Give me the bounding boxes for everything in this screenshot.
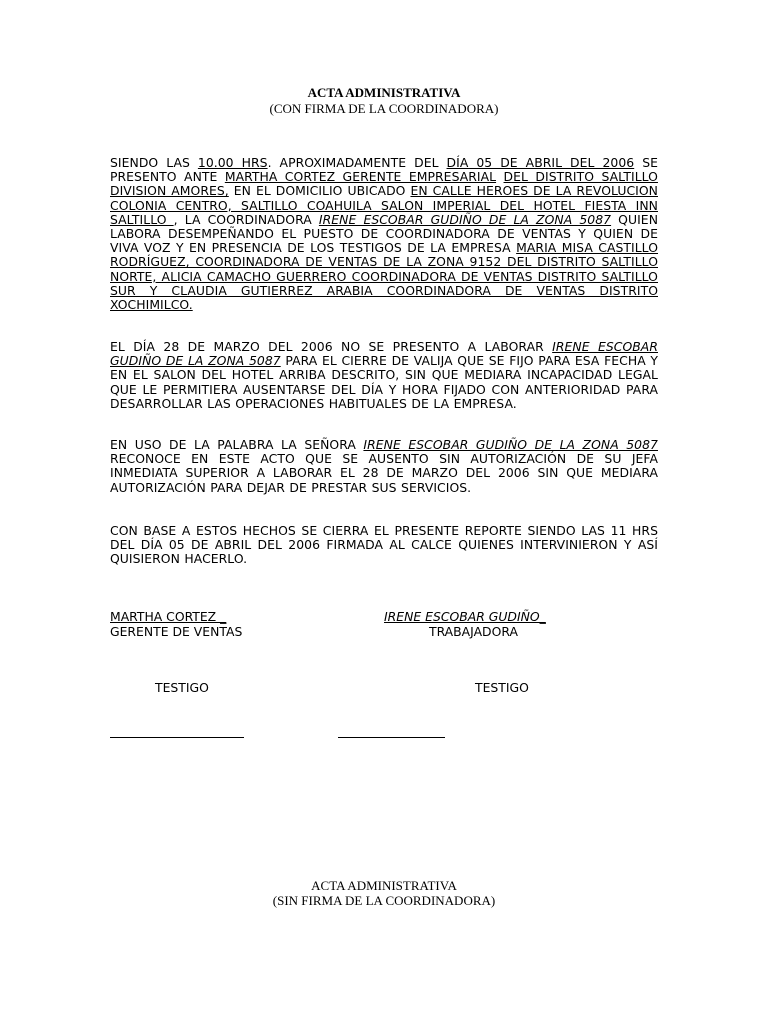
next-document-header <box>0 878 768 908</box>
signature-role: GERENTE DE VENTAS <box>110 624 243 639</box>
signature-worker-role <box>429 624 518 639</box>
coordinator-name-text: IRENE ESCOBAR GUDIÑO DE LA ZONA 5087 <box>363 437 658 452</box>
manager-name-text: MARTHA CORTEZ GERENTE EMPRESARIAL <box>224 169 497 185</box>
text-segment: SIENDO LAS <box>110 155 198 170</box>
coordinator-name-text: IRENE ESCOBAR GUDIÑO DE LA ZONA 5087 <box>318 211 612 227</box>
text-segment: CON BASE A ESTOS HECHOS SE CIERRA EL PRESENTE REPORTE SIENDO LAS 11 HRS DEL DÍA 05 DE ABRIL DEL 2006 FIRMADA AL CALCE QUIENES INTERVINIERON Y ASÍ QUISIERON HACERLO. <box>110 523 658 567</box>
witness-label-left: TESTIGO <box>155 680 209 695</box>
witness-signature-line-left <box>110 737 244 738</box>
next-document-subtitle: (SIN FIRMA DE LA COORDINADORA) <box>272 893 496 908</box>
paragraph-closing <box>110 524 658 567</box>
witness-label-right: TESTIGO <box>475 680 529 695</box>
time-text: 10.00 HRS <box>197 155 268 170</box>
paragraph-statement <box>110 438 658 495</box>
district-text: DEL DISTRITO SALTILLO DIVISION AMORES, <box>110 169 658 199</box>
paragraph-absence <box>110 340 658 411</box>
address-text: EN CALLE HEROES DE LA REVOLUCION COLONIA CENTRO, SALTILLO COAHUILA SALON IMPERIAL DEL HOTEL FIESTA INN SALTILLO <box>110 183 658 227</box>
text-segment: QUIEN LABORA DESEMPEÑANDO EL PUESTO DE COORDINADORA DE VENTAS Y QUIEN DE VIVA VOZ Y EN PRESENCIA DE LOS TESTIGOS DE LA EMPRESA <box>110 211 659 256</box>
paragraph-opening <box>110 156 658 312</box>
text-segment: EN EL DOMICILIO UBICADO <box>228 183 411 199</box>
document-header <box>0 85 768 117</box>
text-segment: . APROXIMADAMENTE DEL <box>267 155 447 170</box>
document-title: ACTA ADMINISTRATIVA <box>307 85 461 100</box>
signature-worker-name <box>384 609 546 624</box>
coordinator-name-text: IRENE ESCOBAR GUDIÑO DE LA ZONA 5087 <box>110 339 658 369</box>
text-segment <box>496 169 503 184</box>
next-document-title: ACTA ADMINISTRATIVA <box>311 878 457 893</box>
signature-name: MARTHA CORTEZ _ <box>110 609 227 624</box>
signature-manager <box>110 609 242 639</box>
text-segment: RECONOCE EN ESTE ACTO QUE SE AUSENTO SIN AUTORIZACIÓN DE SU JEFA INMEDIATA SUPERIOR A LABORAR EL 28 DE MARZO DEL 2006 SIN QUE MEDIARA AUTORIZACIÓN PARA DEJAR DE PRESTAR SUS SERVICIOS. <box>110 451 658 495</box>
text-segment: EN USO DE LA PALABRA LA SEÑORA <box>110 437 364 452</box>
witnesses-text: MARIA MISA CASTILLO RODRÍGUEZ, COORDINADORA DE VENTAS DE LA ZONA 9152 DEL DISTRITO SALTILLO NORTE, ALICIA CAMACHO GUERRERO COORDINADORA DE VENTAS DISTRITO SALTILLO SUR Y CLAUDIA GUTIERREZ ARABIA COORDINADORA DE VENTAS DISTRITO XOCHIMILCO. <box>110 240 658 313</box>
document-subtitle: (CON FIRMA DE LA COORDINADORA) <box>269 101 499 116</box>
text-segment: PARA EL CIERRE DE VALIJA QUE SE FIJO PARA ESA FECHA Y EN EL SALON DEL HOTEL ARRIBA DESCRITO, SIN QUE MEDIARA INCAPACIDAD LEGAL QUE LE PERMITIERA AUSENTARSE DEL DÍA Y HORA FIJADO CON ANTERIORIDAD PARA DESARROLLAR LAS OPERACIONES HABITUALES DE LA EMPRESA. <box>110 353 658 411</box>
text-segment: EL DÍA 28 DE MARZO DEL 2006 NO SE PRESENTO A LABORAR <box>110 339 553 354</box>
text-segment: SE PRESENTO ANTE <box>110 155 659 185</box>
witness-signature-line-right <box>338 737 445 738</box>
date-text: DÍA 05 DE ABRIL DEL 2006 <box>446 155 635 170</box>
signature-name: IRENE ESCOBAR GUDIÑO_ <box>384 609 546 624</box>
text-segment: , LA COORDINADORA <box>173 211 319 227</box>
signature-role: TRABAJADORA <box>429 624 518 639</box>
